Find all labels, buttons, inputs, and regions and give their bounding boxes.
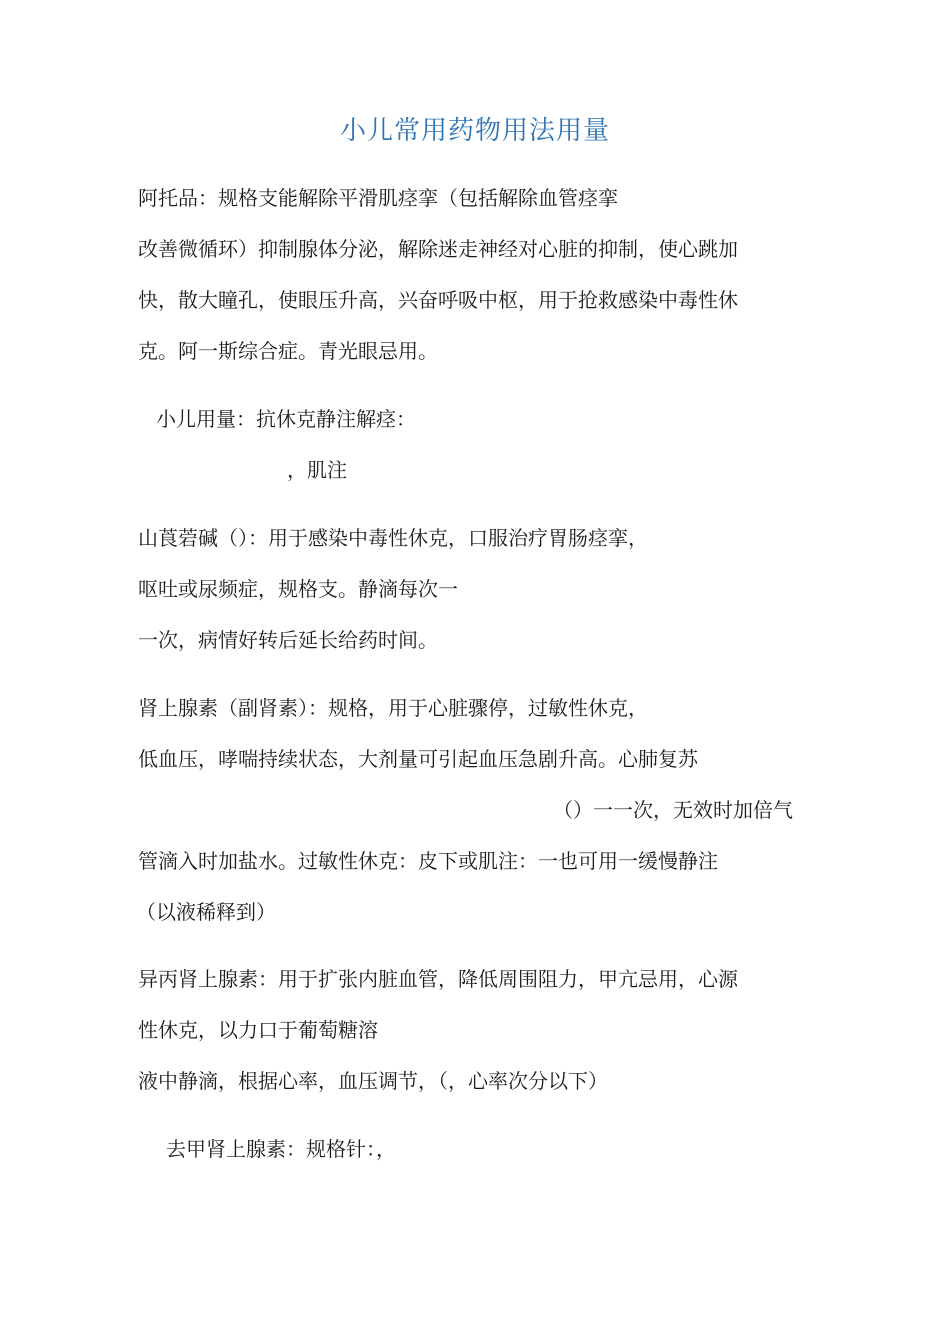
text-line: 克。阿一斯综合症。青光眼忌用。 (138, 339, 438, 363)
text-line: 性休克，以力口于葡萄糖溶 (138, 1018, 378, 1042)
text-line: 呕吐或尿频症，规格支。静滴每次一 (138, 577, 458, 601)
text-line: 液中静滴，根据心率，血压调节，（，心率次分以下） (138, 1069, 608, 1093)
text-line: 肾上腺素（副肾素）：规格，用于心脏骤停，过敏性休克， (138, 696, 648, 720)
text-line: 山莨菪碱（）：用于感染中毒性休克，口服治疗胃肠痉挛， (138, 526, 648, 550)
text-line: 小儿用量：抗休克静注解痉： (156, 407, 416, 431)
text-line: 一次，病情好转后延长给药时间。 (138, 628, 438, 652)
text-line: 管滴入时加盐水。过敏性休克：皮下或肌注：一也可用一缓慢静注 (138, 849, 718, 873)
text-line: （以液稀释到） (136, 900, 276, 924)
text-line: ，肌注 (287, 458, 347, 482)
text-line: （）一一次，无效时加倍气 (553, 798, 793, 822)
page-title: 小儿常用药物用法用量 (339, 116, 610, 146)
text-line: 低血压，哮喘持续状态，大剂量可引起血压急剧升高。心肺复苏 (138, 747, 698, 771)
text-line: 异丙肾上腺素：用于扩张内脏血管，降低周围阻力，甲亢忌用，心源 (138, 967, 738, 991)
text-line: 阿托品：规格支能解除平滑肌痉挛（包括解除血管痉挛 (138, 186, 618, 210)
text-line: 去甲肾上腺素：规格针：， (166, 1137, 396, 1161)
text-line: 改善微循环）抑制腺体分泌，解除迷走神经对心脏的抑制，使心跳加 (138, 237, 738, 261)
text-line: 快，散大瞳孔，使眼压升高，兴奋呼吸中枢，用于抢救感染中毒性休 (138, 288, 738, 312)
